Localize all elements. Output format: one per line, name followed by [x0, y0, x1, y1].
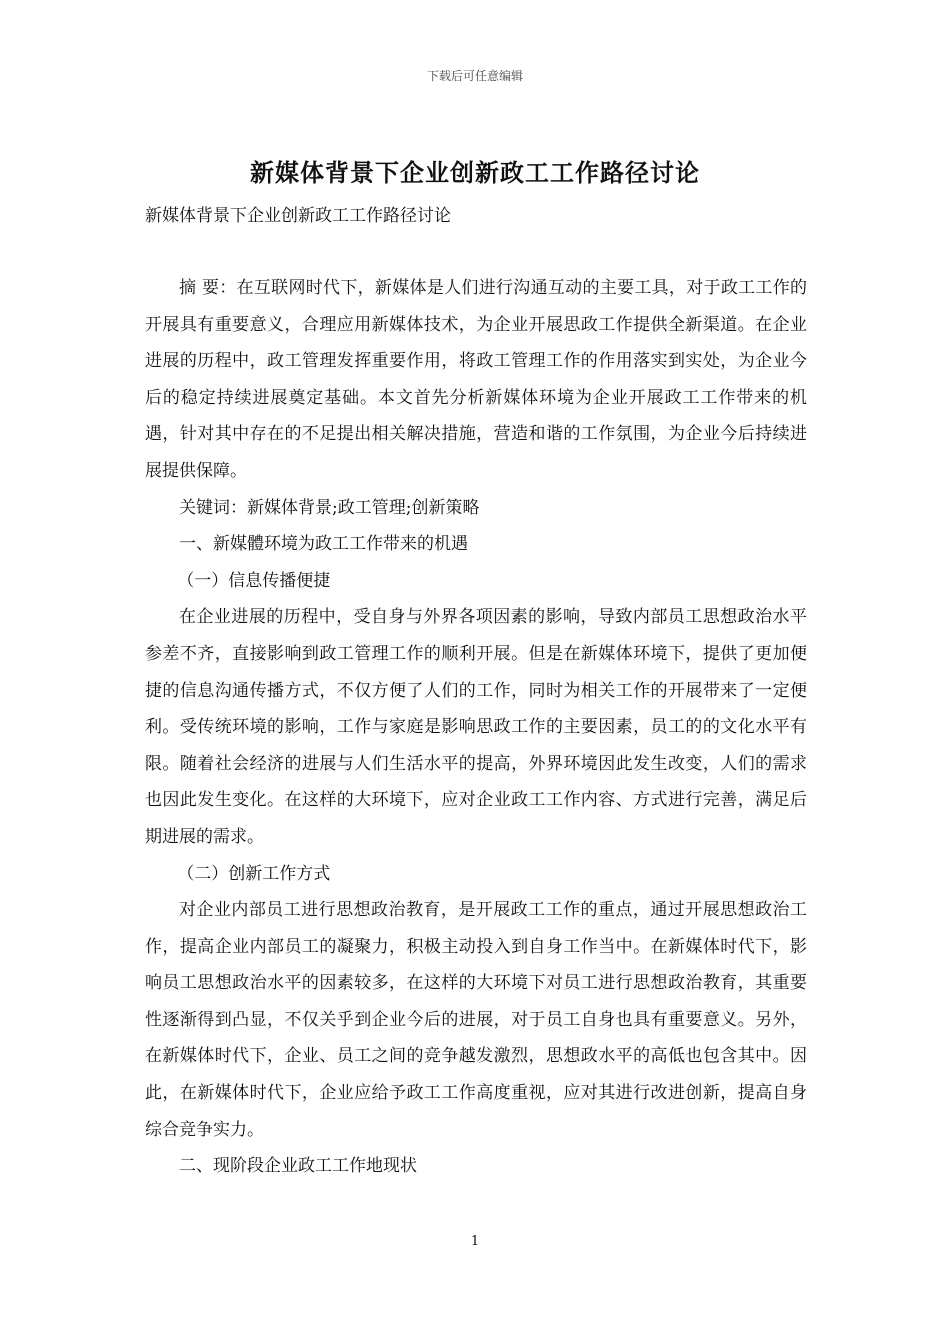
section-1-2-heading: （二）创新工作方式 — [177, 863, 331, 884]
page-header-note: 下载后可任意编辑 — [426, 69, 523, 83]
section-1-2-paragraph: 对企业内部员工进行思想政治教育，是开展政工工作的重点，通过开展思想政治工作，提高企业内部员工的凝聚力，积极主动投入到自身工作当中。在新媒体时代下，影响员工思想政治水平的因素较多，在这样的大环境下对员工进行思想政治教育，其重要性逐渐得到凸显，不仅关乎到企业今后的进展，对于员工自身也具有重要意义。另外，在新媒体时代下，企业、员工之间的竞争越发激烈，思想政水平的高低也包含其中。因此，在新媒体时代下，企业应给予政工工作高度重视，应对其进行改进创新，提高自身综合竞争实力。 — [145, 900, 807, 1140]
section-1-heading: 一、新媒體环境为政工工作带来的机遇 — [179, 534, 468, 555]
section-1-1-paragraph: 在企业进展的历程中，受自身与外界各项因素的影响，导致内部员工思想政治水平参差不齐，直接影响到政工管理工作的顺利开展。但是在新媒体环境下，提供了更加便捷的信息沟通传播方式，不仅方便了人们的工作，同时为相关工作的开展带来了一定便利。受传统环境的影响，工作与家庭是影响思政工作的主要因素，员工的的文化水平有限。随着社会经济的进展与人们生活水平的提高，外界环境因此发生改变，人们的需求也因此发生变化。在这样的大环境下，应对企业政工工作内容、方式进行完善，满足后期进展的需求。 — [145, 607, 807, 847]
document-body — [145, 270, 807, 1185]
section-2-heading: 二、现阶段企业政工工作地现状 — [179, 1156, 417, 1177]
document-title: 新媒体背景下企业创新政工工作路径讨论 — [250, 158, 700, 187]
abstract-paragraph: 摘 要：在互联网时代下，新媒体是人们进行沟通互动的主要工具，对于政工工作的开展具有重要意义，合理应用新媒体技术，为企业开展思政工作提供全新渠道。在企业进展的历程中，政工管理发挥重要作用，将政工管理工作的作用落实到实处，为企业今后的稳定持续进展奠定基础。本文首先分析新媒体环境为企业开展政工工作带来的机遇，针对其中存在的不足提出相关解决措施，营造和谐的工作氛围，为企业今后持续进展提供保障。 — [145, 278, 807, 481]
section-1-1-heading: （一）信息传播便捷 — [177, 570, 331, 591]
document-subtitle: 新媒体背景下企业创新政工工作路径讨论 — [145, 206, 451, 226]
page-number: 1 — [470, 1234, 480, 1249]
keywords-line: 关键词：新媒体背景;政工管理;创新策略 — [179, 497, 480, 518]
